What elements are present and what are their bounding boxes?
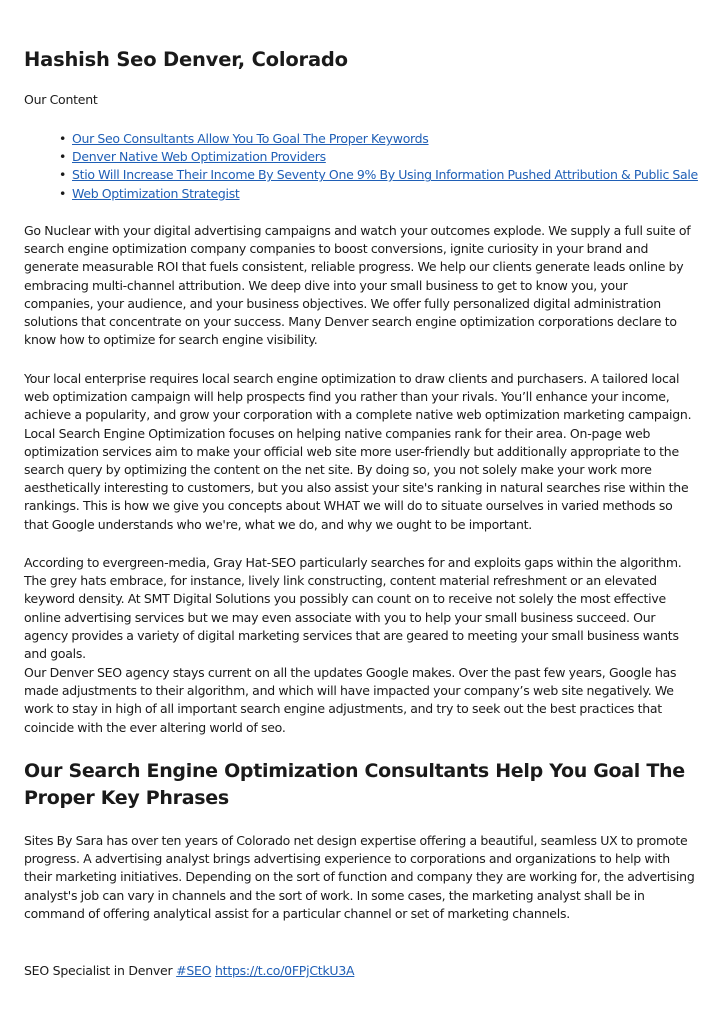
toc-link[interactable]: Web Optimization Strategist (72, 185, 240, 201)
table-of-contents (56, 130, 698, 203)
section-paragraph: Sites By Sara has over ten years of Colorado net design expertise offering a beautiful, seamless UX to promote progress. A advertising analyst brings advertising experience to corporations and organizations to help with their marketing initiatives. Depending on the sort of function and company they are working for, the advertising analyst's job can vary in channels and the sort of work. In some cases, the marketing analyst shall be in command of offering analytical assist for a particular channel or set of marketing channels. (24, 833, 695, 921)
toc-link[interactable]: Denver Native Web Optimization Providers (72, 149, 326, 165)
bullet-icon: • (59, 185, 67, 201)
footer-text: SEO Specialist in Denver (24, 963, 177, 978)
bullet-icon: • (59, 167, 67, 183)
toc-item (56, 166, 698, 184)
section-heading: Our Search Engine Optimization Consultants Help You Goal The Proper Key Phrases (24, 760, 685, 809)
hashtag-link[interactable]: #SEO (176, 963, 212, 978)
page-title: Hashish Seo Denver, Colorado (24, 48, 348, 71)
toc-link[interactable]: Our Seo Consultants Allow You To Goal The Proper Keywords (72, 131, 429, 146)
toc-link[interactable]: Stio Will Increase Their Income By Seventy One 9% By Using Information Pushed Attribution & Public Sale (72, 167, 698, 183)
short-url-link[interactable]: https://t.co/0FPjCtkU3A (215, 963, 355, 978)
content-label: Our Content (24, 92, 98, 107)
footer-line (24, 962, 354, 980)
toc-item (56, 130, 698, 148)
toc-item (56, 185, 698, 203)
body-paragraph: According to evergreen-media, Gray Hat-SEO particularly searches for and exploits gaps within the algorithm. The grey hats embrace, for instance, lively link constructing, content material refreshment or an elevated keyword density. At SMT Digital Solutions you possibly can count on to receive not solely the most effective online advertising services but we may even associate with you to help your small business succeed. Our agency provides a variety of digital marketing services that are geared to meeting your small business wants and goals. (24, 555, 682, 662)
body-paragraph: Your local enterprise requires local search engine optimization to draw clients and purchasers. A tailored local web optimization campaign will help prospects find you rather than your rivals. You’ll enhance your income, achieve a popularity, and grow your corporation with a complete native web optimization marketing campaign. Local Search Engine Optimization focuses on helping native companies rank for their area. On-page web optimization services aim to make your official web site more user-friendly but additionally appropriate to the search query by optimizing the content on the net site. By doing so, you not solely make your work more aesthetically interesting to customers, but you also assist your site's ranking in natural searches rise within the rankings. This is how we give you concepts about WHAT we will do to situate ourselves in varied methods so that Google understands who we're, what we do, and why we ought to be important. (24, 371, 692, 532)
bullet-icon: • (59, 131, 67, 146)
bullet-icon: • (59, 149, 67, 165)
toc-item (56, 148, 698, 166)
body-paragraph: Our Denver SEO agency stays current on all the updates Google makes. Over the past few years, Google has made adjustments to their algorithm, and which will have impacted your company’s web site negatively. We work to stay in high of all important search engine adjustments, and try to seek out the best practices that coincide with the ever altering world of seo. (24, 665, 677, 735)
body-paragraph: Go Nuclear with your digital advertising campaigns and watch your outcomes explode. We supply a full suite of search engine optimization company companies to boost conversions, ignite curiosity in your brand and generate measurable ROI that fuels consistent, reliable progress. We help our clients generate leads online by embracing multi-channel attribution. We deep dive into your small business to get to know you, your companies, your audience, and your business objectives. We offer fully personalized digital administration solutions that concentrate on your success. Many Denver search engine optimization corporations declare to know how to optimize for search engine visibility. (24, 223, 691, 348)
